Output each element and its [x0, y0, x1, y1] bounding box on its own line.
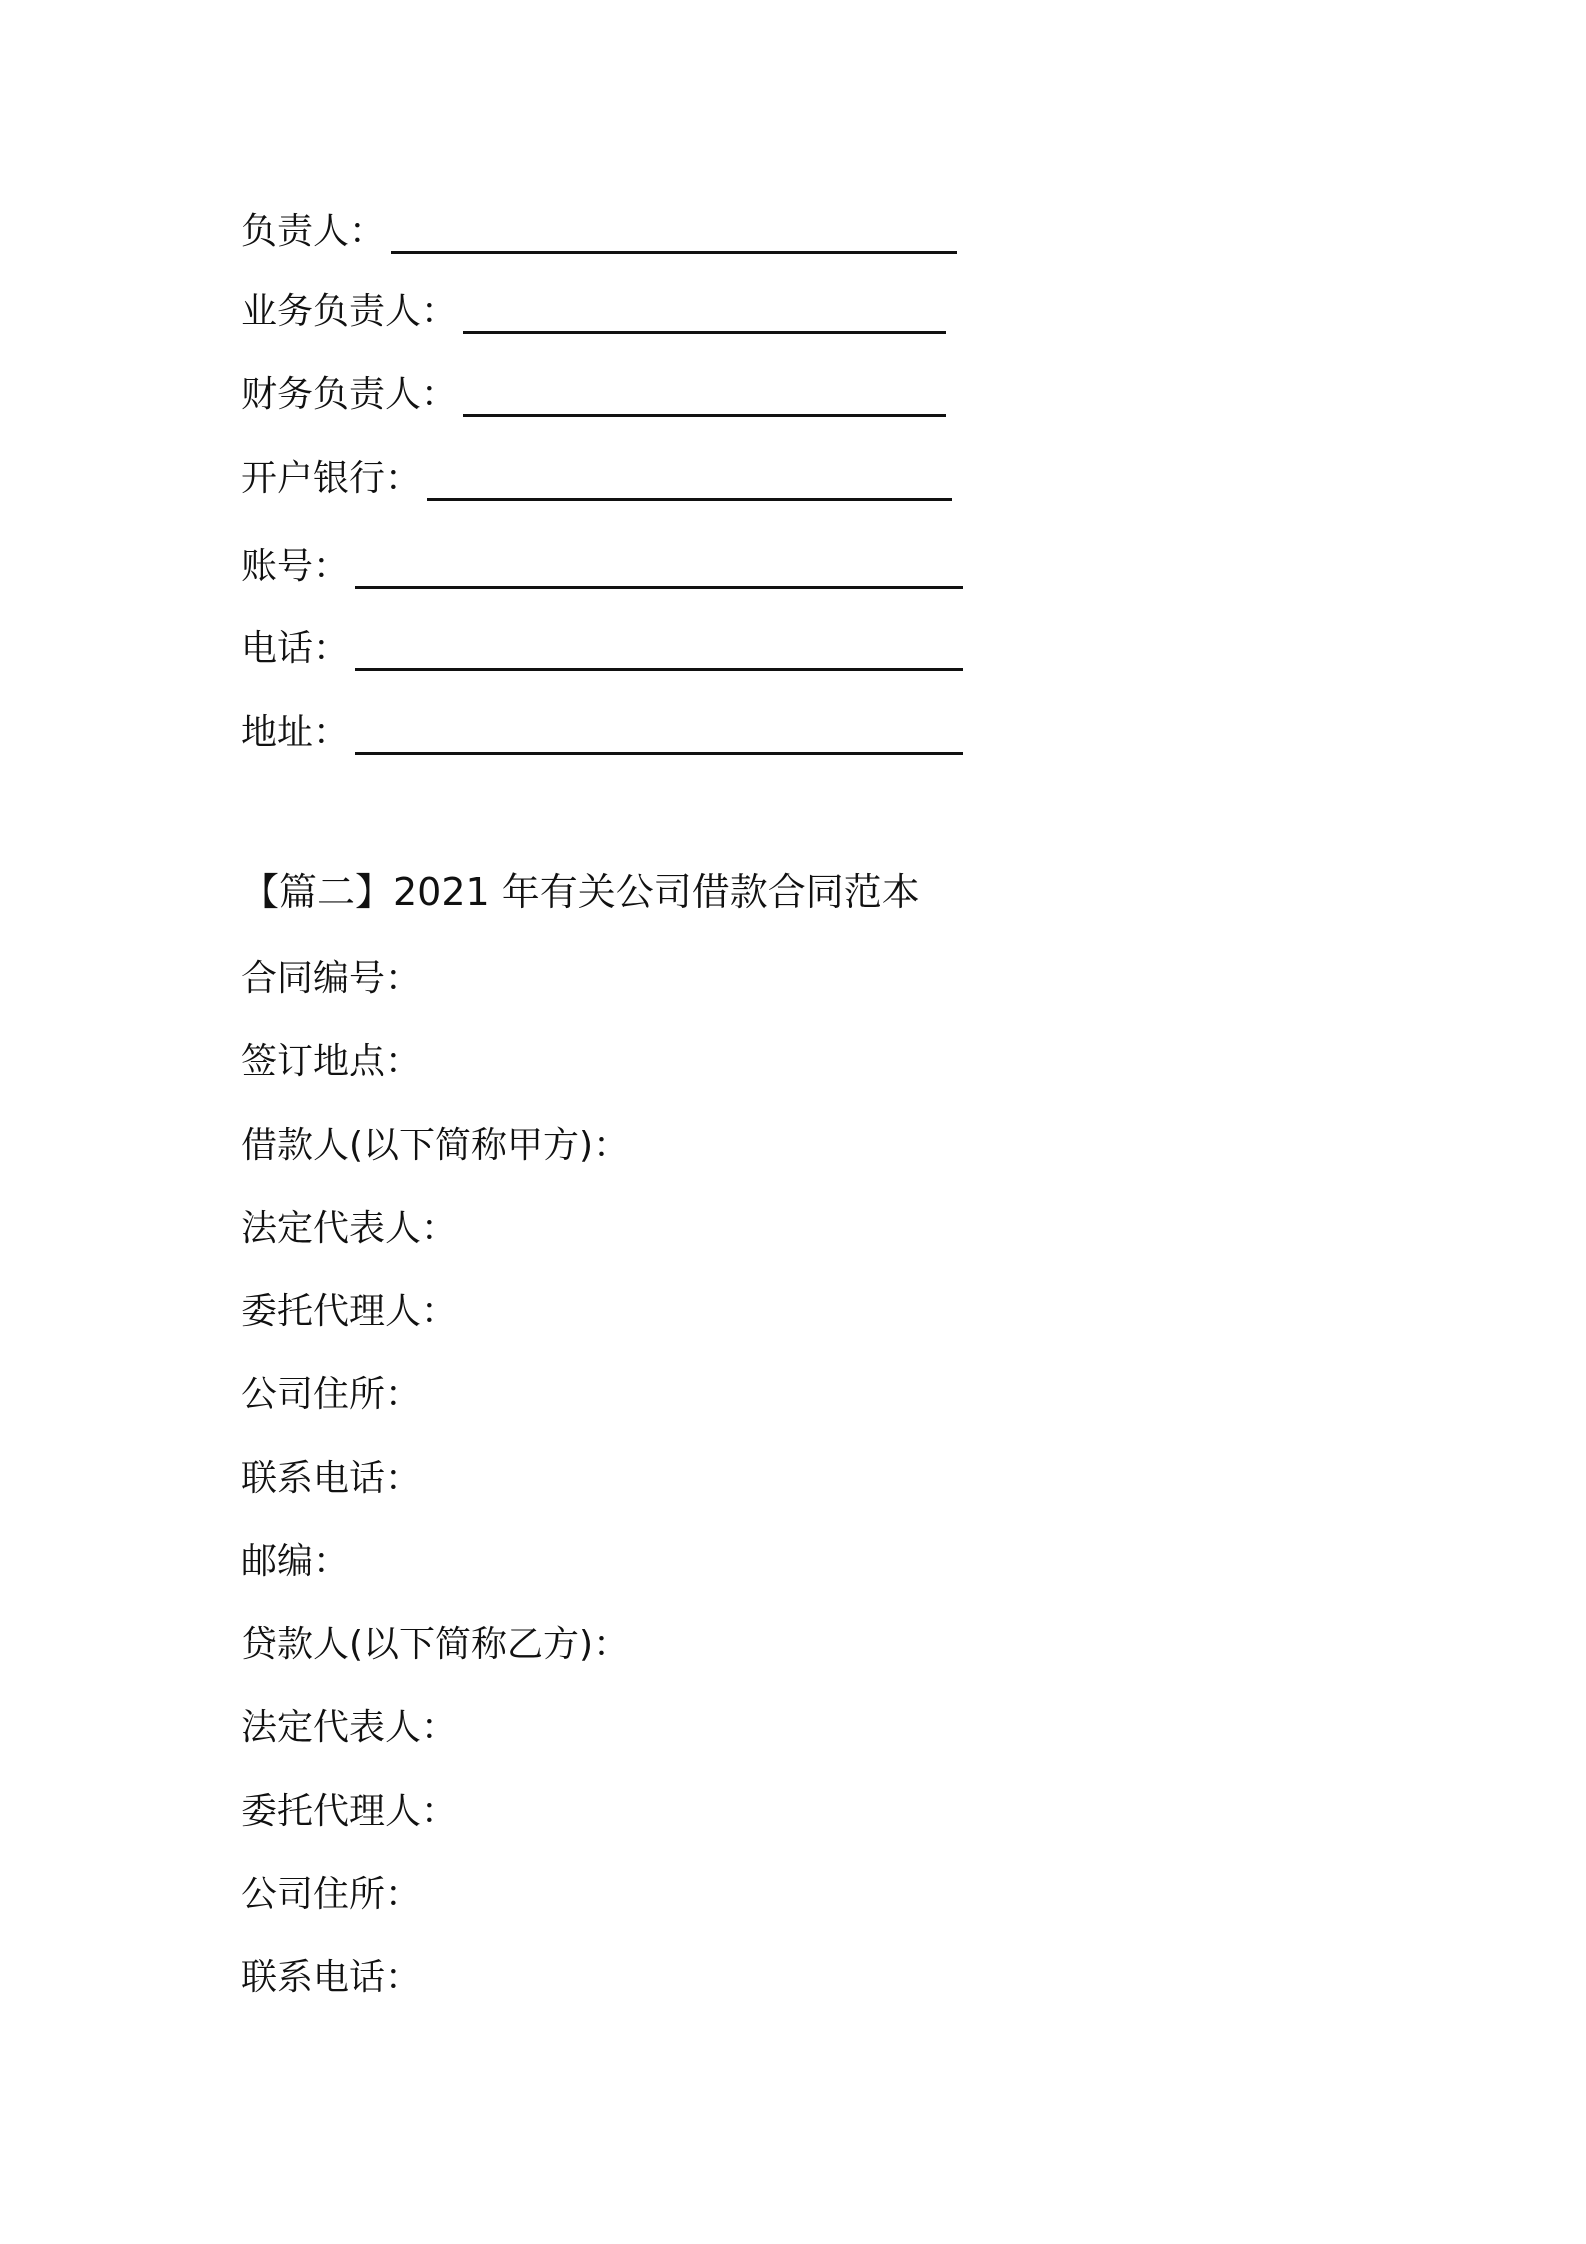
contract-field: 借款人(以下简称甲方)： [241, 1125, 630, 1166]
contract-field: 联系电话： [241, 1458, 422, 1499]
blank-line [427, 468, 952, 501]
contract-field: 法定代表人： [241, 1707, 458, 1748]
field-row-finance-manager [241, 373, 946, 417]
field-label: 负责人： [241, 211, 386, 252]
field-row-responsible-person [241, 210, 957, 254]
contract-field: 公司住所： [241, 1874, 422, 1915]
field-row-phone [241, 627, 963, 671]
field-label: 电话： [241, 628, 350, 669]
contract-field: 贷款人(以下简称乙方)： [241, 1624, 630, 1665]
contract-field: 联系电话： [241, 1957, 422, 1998]
contract-field: 公司住所： [241, 1374, 422, 1415]
field-label: 地址： [241, 712, 350, 753]
field-row-business-manager [241, 290, 946, 334]
contract-field: 签订地点： [241, 1041, 422, 1082]
blank-line [355, 638, 963, 671]
field-row-account-number [241, 545, 963, 589]
section-title: 【篇二】2021 年有关公司借款合同范本 [241, 870, 920, 914]
contract-field: 邮编： [241, 1541, 350, 1582]
blank-line [355, 556, 963, 589]
contract-field: 委托代理人： [241, 1291, 458, 1332]
blank-line [463, 301, 946, 334]
contract-field: 合同编号： [241, 958, 422, 999]
field-row-bank [241, 457, 952, 501]
contract-field: 委托代理人： [241, 1791, 458, 1832]
blank-line [463, 384, 946, 417]
field-label: 账号： [241, 546, 350, 587]
blank-line [355, 722, 963, 755]
field-label: 财务负责人： [241, 374, 458, 415]
field-label: 开户银行： [241, 458, 422, 499]
blank-line [391, 221, 957, 254]
contract-field: 法定代表人： [241, 1208, 458, 1249]
field-row-address [241, 711, 963, 755]
field-label: 业务负责人： [241, 291, 458, 332]
